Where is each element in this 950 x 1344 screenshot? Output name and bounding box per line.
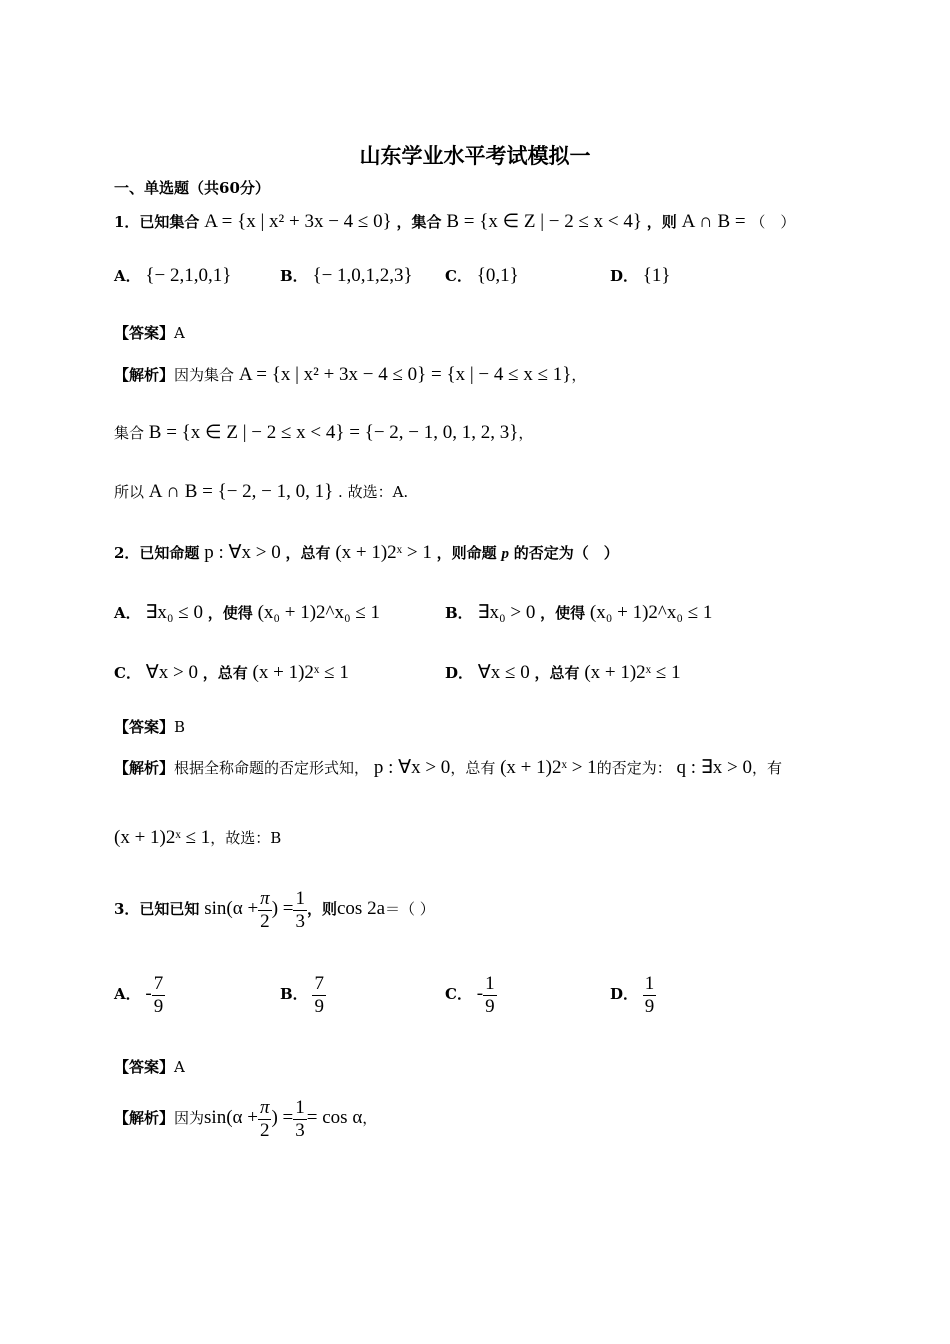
q3-close: ) =	[271, 898, 294, 919]
q1-set-b: B = {x ∈ Z | − 2 ≤ x < 4}	[446, 211, 643, 232]
q2-analysis-line-2	[114, 828, 281, 848]
fraction-numerator: 1	[644, 972, 655, 994]
option-fraction	[643, 973, 657, 1018]
q3-option-c[interactable]	[445, 970, 497, 1018]
option-label: C．	[445, 985, 472, 1003]
page-title: 山东学业水平考试模拟一	[359, 144, 591, 168]
fraction-denominator: 2	[259, 1119, 270, 1141]
fraction-denominator: 9	[153, 995, 164, 1017]
fraction-numerator: 1	[295, 1096, 305, 1118]
option-label: C．	[445, 267, 472, 285]
q3-paren: ＝（ ）	[385, 900, 435, 918]
analysis-pi-over-2	[258, 1097, 272, 1142]
q1-ask: ，则	[646, 213, 677, 231]
analysis-tag: 【解析】	[114, 1109, 175, 1127]
q3-one-third	[293, 888, 307, 933]
q1-analysis-line-3	[114, 482, 408, 502]
option-value: {− 2,1,0,1}	[145, 265, 232, 286]
q3-sin: sin(α +	[204, 898, 259, 919]
answer-tag: 【答案】	[114, 324, 175, 342]
section-heading: 一、单选题（共60分）	[114, 179, 270, 197]
option-mid: ，使得	[207, 604, 253, 622]
fraction-denominator: 2	[260, 910, 270, 932]
analysis-tag: 【解析】	[114, 759, 175, 777]
option-label: D．	[610, 985, 639, 1003]
option-quantifier: ∀x ≤ 0	[477, 662, 530, 683]
q2-option-d[interactable]	[445, 663, 681, 683]
q1-option-b[interactable]	[280, 266, 413, 286]
option-condition: (x + 1)2ˣ ≤ 1	[584, 662, 681, 683]
analysis-text: ，	[362, 1109, 378, 1127]
q3-option-b[interactable]	[280, 970, 326, 1018]
option-label: B．	[280, 267, 308, 285]
option-mid: ，使得	[540, 604, 586, 622]
analysis-math: ) =	[271, 1107, 294, 1128]
answer-value: A	[174, 324, 185, 342]
option-label: D．	[445, 664, 474, 682]
question-3	[114, 886, 435, 933]
fraction-denominator: 9	[314, 995, 324, 1017]
analysis-text: ，总有	[450, 759, 496, 777]
question-1	[114, 212, 795, 232]
q3-pi-over-2	[258, 888, 272, 933]
answer-value: B	[174, 718, 186, 736]
option-label: A．	[114, 604, 141, 622]
answer-tag: 【答案】	[114, 718, 175, 736]
q3-ask: ，则	[306, 900, 337, 918]
q1-option-d[interactable]	[610, 266, 671, 286]
q1-analysis-line-2	[114, 423, 533, 443]
fraction-numerator: 1	[295, 887, 305, 909]
option-label: A．	[114, 267, 141, 285]
analysis-text: . 故选：A.	[338, 483, 409, 501]
fraction-numerator: 7	[153, 972, 164, 994]
analysis-text: ，有	[751, 759, 782, 777]
q2-p-var: p	[501, 546, 509, 562]
q2-answer	[114, 717, 185, 737]
analysis-one-third	[293, 1097, 307, 1142]
option-mid: ，总有	[202, 664, 248, 682]
q2-proposition: p : ∀x > 0	[204, 542, 281, 563]
option-fraction	[483, 973, 497, 1018]
option-label: D．	[610, 267, 639, 285]
q2-condition: (x + 1)2ˣ > 1	[335, 542, 432, 563]
fraction-denominator: 9	[644, 995, 655, 1017]
option-sign: -	[476, 983, 484, 1004]
q2-option-b[interactable]	[445, 603, 712, 623]
q3-cos: cos 2a	[337, 898, 386, 919]
q1-option-a[interactable]	[114, 266, 231, 286]
q1-answer	[114, 323, 185, 343]
fraction-numerator: 7	[314, 972, 324, 994]
option-condition: (x₀ + 1)2^x₀ ≤ 1	[257, 602, 381, 623]
analysis-math: B = {x ∈ Z | − 2 ≤ x < 4} = {− 2, − 1, 0, 1, 2, 3}	[148, 422, 519, 443]
option-value: {− 1,0,1,2,3}	[312, 265, 413, 286]
analysis-math: (x + 1)2ˣ ≤ 1	[114, 827, 211, 848]
option-condition: (x₀ + 1)2^x₀ ≤ 1	[589, 602, 713, 623]
q1-set-a: A = {x | x² + 3x − 4 ≤ 0}	[204, 211, 392, 232]
analysis-text: 所以	[114, 483, 145, 501]
q2-end: ，则命题	[436, 544, 497, 562]
analysis-text: ，	[518, 424, 534, 442]
q3-prefix: 3．已知已知	[114, 900, 200, 918]
option-label: C．	[114, 664, 141, 682]
q2-option-a[interactable]	[114, 603, 380, 623]
analysis-text: 根据全称命题的否定形式知，	[174, 759, 370, 777]
analysis-math: q : ∃x > 0	[676, 757, 752, 778]
analysis-math: (x + 1)2ˣ > 1	[500, 757, 597, 778]
q3-option-d[interactable]	[610, 970, 656, 1018]
option-mid: ，总有	[534, 664, 580, 682]
analysis-text: ，故选：B	[210, 829, 282, 847]
fraction-numerator: π	[259, 1096, 270, 1118]
q1-mid: ，集合	[396, 213, 442, 231]
analysis-text: ，	[571, 366, 587, 384]
q3-analysis	[114, 1094, 377, 1142]
analysis-text: 集合	[114, 424, 145, 442]
q2-option-c[interactable]	[114, 663, 349, 683]
option-quantifier: ∀x > 0	[145, 662, 198, 683]
analysis-tag: 【解析】	[114, 366, 175, 384]
fraction-numerator: π	[260, 887, 270, 909]
fraction-numerator: 1	[485, 972, 495, 994]
option-label: B．	[445, 604, 473, 622]
analysis-text: 因为集合	[174, 366, 235, 384]
option-condition: (x + 1)2ˣ ≤ 1	[252, 662, 349, 683]
q3-option-a[interactable]	[114, 970, 165, 1018]
fraction-denominator: 3	[295, 910, 305, 932]
q2-end2: 的否定为（ ）	[513, 544, 619, 562]
analysis-math: p : ∀x > 0	[373, 757, 451, 778]
option-label: A．	[114, 985, 141, 1003]
analysis-math: sin(α +	[204, 1107, 258, 1128]
analysis-text: 的否定为：	[596, 759, 672, 777]
fraction-denominator: 9	[485, 995, 495, 1017]
option-sign: -	[145, 983, 152, 1004]
q1-option-c[interactable]	[445, 266, 519, 286]
option-quantifier: ∃x₀ ≤ 0	[145, 602, 203, 623]
option-fraction	[312, 973, 326, 1018]
answer-tag: 【答案】	[114, 1058, 175, 1076]
q2-analysis-line-1	[114, 758, 782, 778]
q1-prefix: 1．已知集合	[114, 213, 200, 231]
option-label: B．	[280, 985, 308, 1003]
q1-expr: A ∩ B =	[681, 211, 746, 232]
option-value: {0,1}	[476, 265, 519, 286]
answer-value: A	[174, 1058, 185, 1076]
analysis-math: A = {x | x² + 3x − 4 ≤ 0} = {x | − 4 ≤ x ≤ 1}	[238, 364, 572, 385]
option-fraction	[152, 973, 166, 1018]
option-quantifier: ∃x₀ > 0	[477, 602, 536, 623]
q1-analysis-line-1	[114, 365, 586, 385]
analysis-text: 因为	[174, 1109, 205, 1127]
analysis-math: = cos α	[306, 1107, 363, 1128]
fraction-denominator: 3	[295, 1119, 305, 1141]
q2-mid: ，总有	[285, 544, 331, 562]
q1-paren: （ ）	[750, 213, 796, 231]
analysis-math: A ∩ B = {− 2, − 1, 0, 1}	[148, 481, 334, 502]
q3-answer	[114, 1057, 185, 1077]
question-2	[114, 543, 619, 564]
option-value: {1}	[642, 265, 671, 286]
q2-prefix: 2．已知命题	[114, 544, 200, 562]
